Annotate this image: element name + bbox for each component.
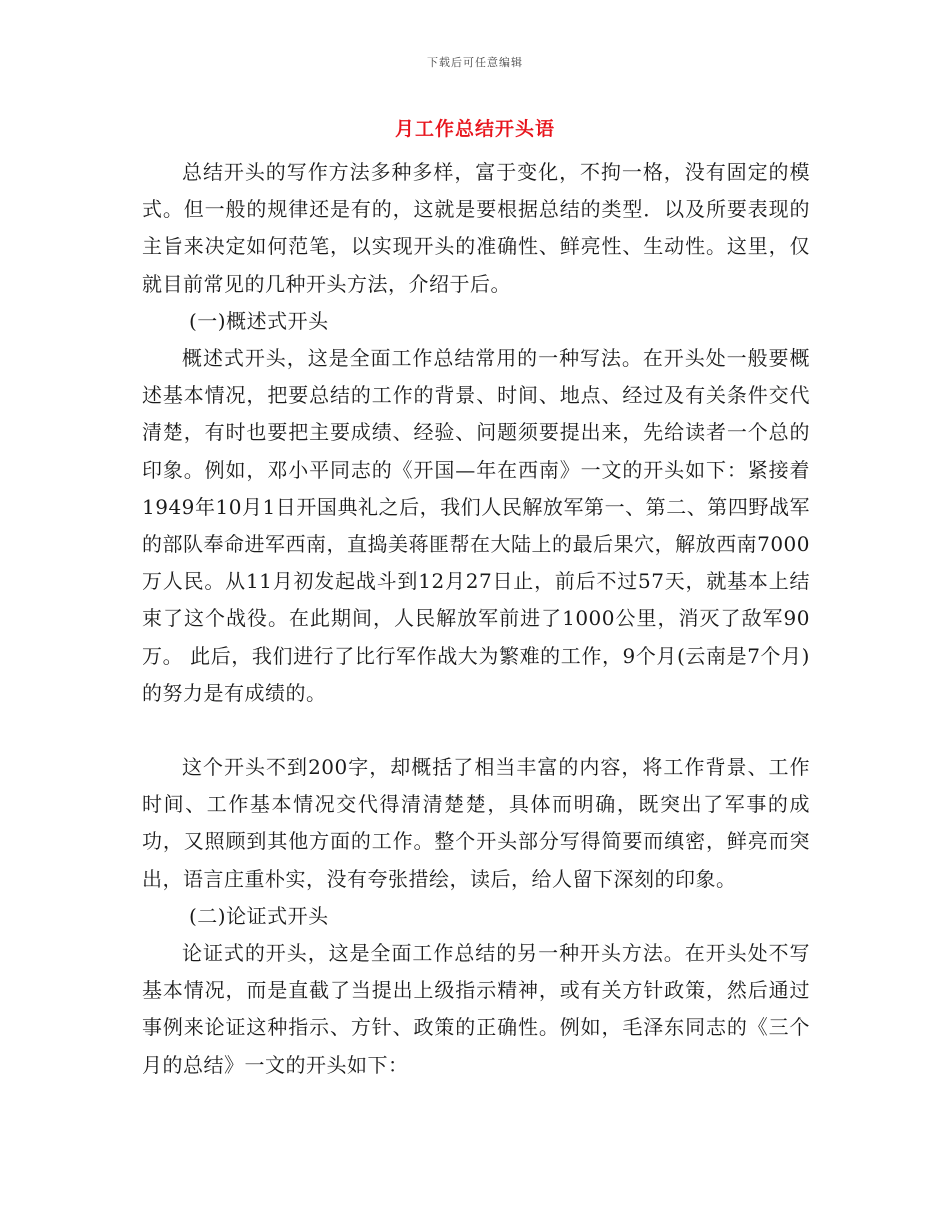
paragraph-argument: 论证式的开头，这是全面工作总结的另一种开头方法。在开头处不写基本情况，而是直截了当提出上级指示精神，或有关方针政策，然后通过事例来论证这种指示、方针、政策的正确性。例如，毛泽东同志的《三个月的总结》一文的开头如下：	[142, 941, 810, 1077]
paragraph-overview: 概述式开头，这是全面工作总结常用的一种写法。在开头处一般要概述基本情况，把要总结的工作的背景、时间、地点、经过及有关条件交代清楚，有时也要把主要成绩、经验、问题须要提出来，先给读者一个总的印象。例如，邓小平同志的《开国—年在西南》一文的开头如下：紧接着1949年10月1日开国典礼之后，我们人民解放军第一、第二、第四野战军的部队奉命进军西南，直捣美蒋匪帮在大陆上的最后果穴，解放西南7000万人民。从11月初发起战斗到12月27日止，前后不过57天，就基本上结束了这个战役。在此期间，人民解放军前进了1000公里，消灭了敌军90万。 此后，我们进行了比行军作战大为繁难的工作，9个月(云南是7个月)的努力是有成绩的。	[142, 346, 810, 705]
paragraph-gap	[142, 712, 810, 749]
section-heading-overview: (一)概述式开头	[189, 308, 329, 333]
document-title: 月工作总结开头语	[394, 118, 555, 140]
document-body	[142, 154, 810, 1084]
paragraph-intro: 总结开头的写作方法多种多样，富于变化，不拘一格，没有固定的模式。但一般的规律还是有的，这就是要根据总结的类型．以及所要表现的主旨来决定如何范笔，以实现开头的准确性、鲜亮性、生动性。这里，仅就目前常见的几种开头方法，介绍于后。	[142, 160, 810, 296]
section-heading-argument: (二)论证式开头	[189, 903, 329, 928]
paragraph-analysis: 这个开头不到200字，却概括了相当丰富的内容，将工作背景、工作时间、工作基本情况交代得清清楚楚，具体而明确，既突出了军事的成功，又照顾到其他方面的工作。整个开头部分写得简要而缜密，鲜亮而突出，语言庄重朴实，没有夸张措绘，读后，给人留下深刻的印象。	[142, 755, 810, 891]
header-note: 下载后可任意编辑	[427, 56, 523, 69]
